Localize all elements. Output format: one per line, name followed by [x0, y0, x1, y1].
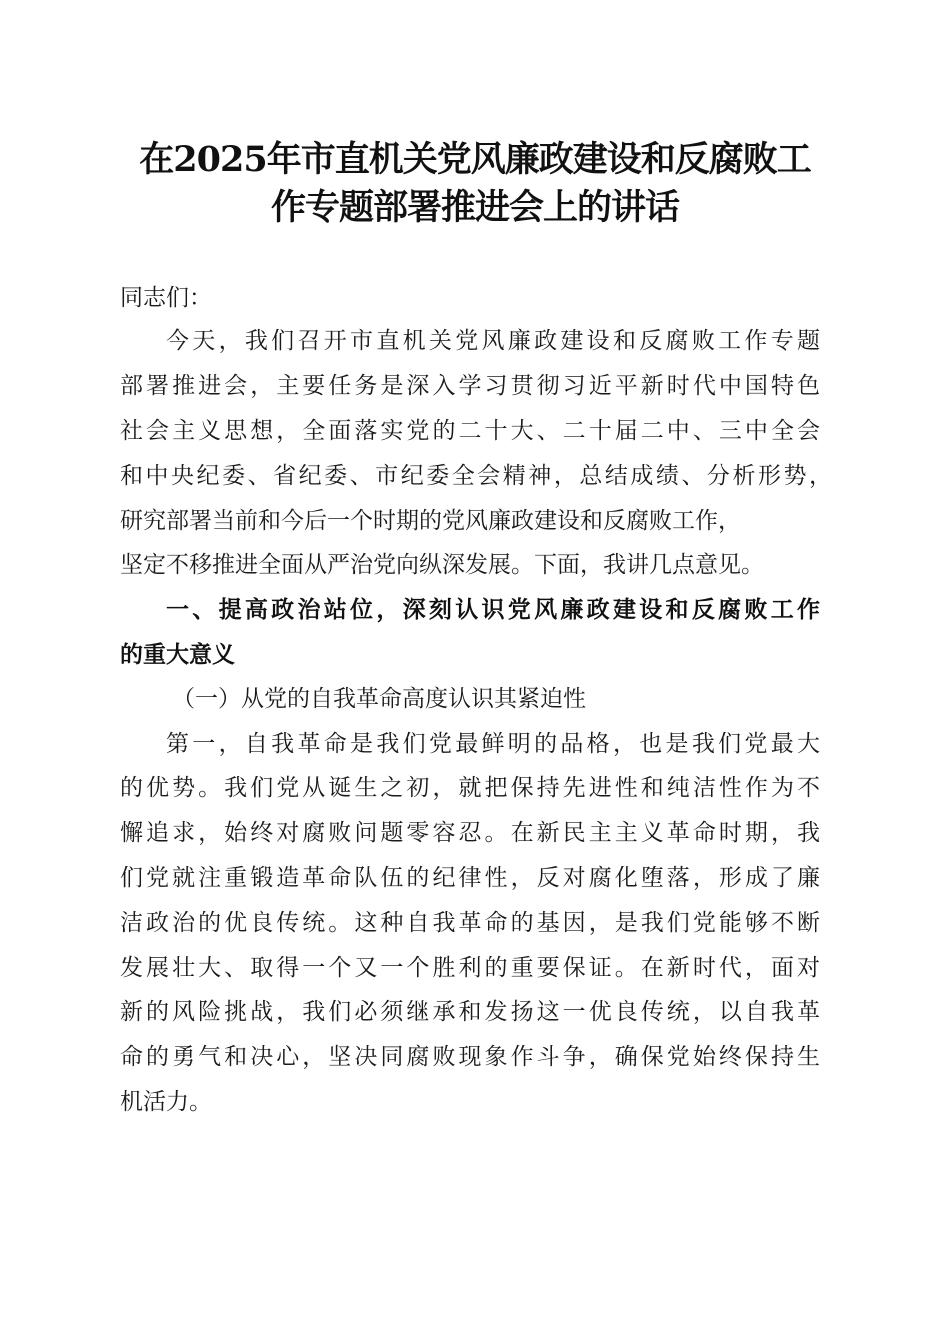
body-line: 第一，自我革命是我们党最鲜明的品格，也是我们党最大	[166, 731, 820, 757]
body-line: 发展壮大、取得一个又一个胜利的重要保证。在新时代，面对	[120, 955, 820, 981]
body-line: 懈追求，始终对腐败问题零容忍。在新民主主义革命时期，我	[120, 820, 820, 846]
document-title-line-2: 作专题部署推进会上的讲话	[270, 187, 679, 228]
document-title-line-1: 在2025年市直机关党风廉政建设和反腐败工	[139, 139, 811, 180]
body-line: 洁政治的优良传统。这种自我革命的基因，是我们党能够不断	[120, 910, 820, 936]
body-line: 的优势。我们党从诞生之初，就把保持先进性和纯洁性作为不	[120, 775, 820, 801]
section-heading-line: 的重大意义	[120, 642, 235, 668]
intro-line: 部署推进会，主要任务是深入学习贯彻习近平新时代中国特色	[120, 373, 820, 399]
intro-line: 坚定不移推进全面从严治党向纵深发展。下面，我讲几点意见。	[120, 552, 764, 578]
salutation: 同志们：	[120, 285, 212, 311]
body-line: 机活力。	[120, 1089, 212, 1115]
body-line: 新的风险挑战，我们必须继承和发扬这一优良传统，以自我革	[120, 999, 820, 1025]
intro-line: 今天，我们召开市直机关党风廉政建设和反腐败工作专题	[166, 328, 820, 354]
intro-line: 研究部署当前和今后一个时期的党风廉政建设和反腐败工作，	[120, 508, 741, 534]
section-heading-line: 一、提高政治站位，深刻认识党风廉政建设和反腐败工作	[166, 597, 820, 623]
intro-line: 和中央纪委、省纪委、市纪委全会精神，总结成绩、分析形势，	[120, 463, 832, 489]
intro-line: 社会主义思想，全面落实党的二十大、二十届二中、三中全会	[120, 418, 820, 444]
subsection-heading: （一）从党的自我革命高度认识其紧迫性	[172, 686, 586, 712]
body-line: 们党就注重锻造革命队伍的纪律性，反对腐化堕落，形成了廉	[120, 865, 820, 891]
body-line: 命的勇气和决心，坚决同腐败现象作斗争，确保党始终保持生	[120, 1044, 820, 1070]
